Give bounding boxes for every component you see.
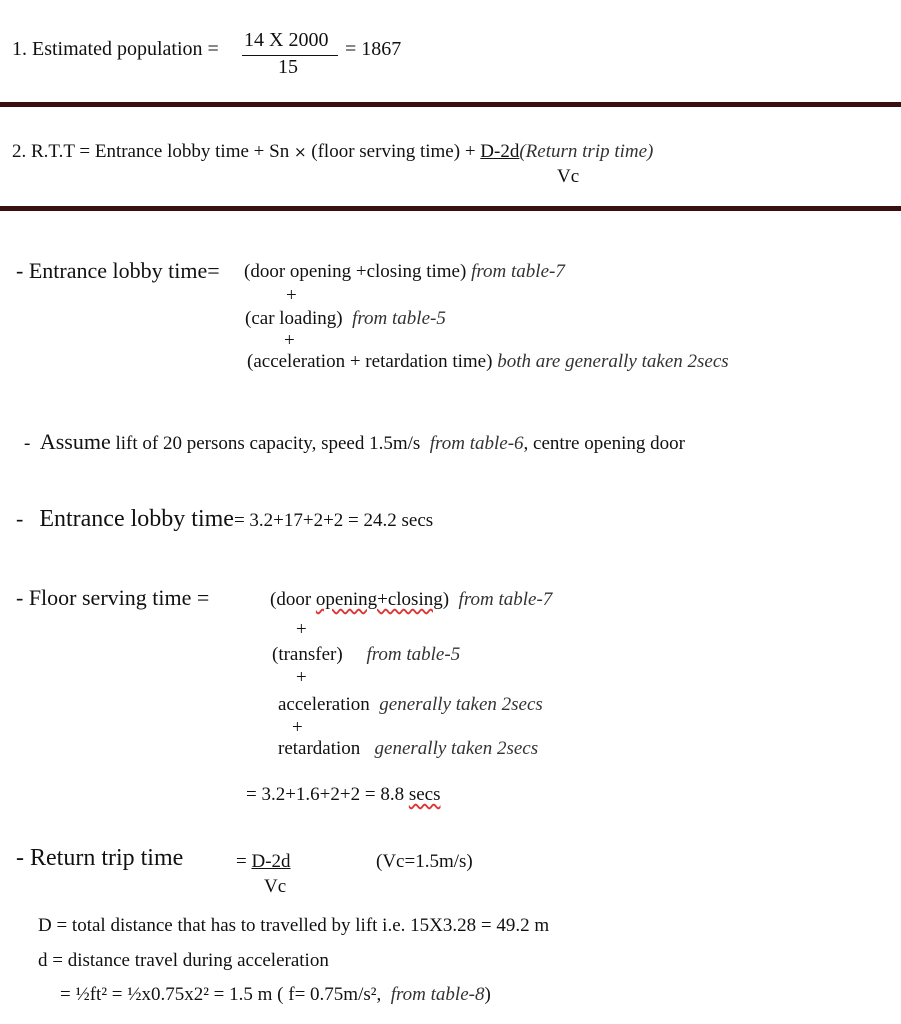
entrance-lobby-calc: - Entrance lobby time= 3.2+17+2+2 = 24.2 secs (16, 506, 434, 532)
entrance-row-1: (door opening +closing time) from table-7 (244, 261, 565, 282)
estimated-population-label: 1. Estimated population = (12, 38, 219, 60)
entrance-row-3: (acceleration + retardation time) both are generally taken 2secs (247, 351, 729, 372)
entrance-row-2: (car loading) from table-5 (245, 308, 446, 329)
floor-plus-1: + (296, 619, 307, 640)
acceleration-distance-line: d = distance travel during acceleration (38, 950, 329, 971)
floor-row-4: retardation generally taken 2secs (278, 738, 539, 759)
floor-row-1: (door opening+closing) from table-7 (270, 589, 553, 610)
floor-row-2: (transfer) from table-5 (272, 644, 461, 665)
assumption-line: - Assume lift of 20 persons capacity, speed 1.5m/s from table-6, centre opening door (24, 429, 685, 454)
floor-plus-2: + (296, 667, 307, 688)
section-divider-2 (0, 206, 901, 211)
floor-row-3: acceleration generally taken 2secs (278, 694, 543, 715)
entrance-plus-2: + (284, 330, 295, 351)
acceleration-formula-line: = ½ft² = ½x0.75x2² = 1.5 m ( f= 0.75m/s², from table-8) (60, 984, 491, 1005)
return-trip-equation: = D-2d (236, 851, 291, 872)
rtt-denominator: Vc (557, 166, 580, 187)
rtt-formula-prefix: 2. R.T.T = Entrance lobby time + Sn × (floor serving time) + D-2d(Return trip time) (12, 141, 654, 162)
velocity-note: (Vc=1.5m/s) (376, 851, 473, 872)
return-trip-label: - Return trip time (16, 845, 184, 871)
entrance-plus-1: + (286, 285, 297, 306)
return-trip-denominator: Vc (264, 876, 287, 897)
rtt-numerator: D-2d (480, 141, 520, 162)
total-distance-line: D = total distance that has to travelled by lift i.e. 15X3.28 = 49.2 m (38, 915, 550, 936)
population-result: = 1867 (345, 38, 402, 60)
population-denominator: 15 (278, 56, 298, 78)
section-divider-1 (0, 102, 901, 107)
floor-serving-calc: = 3.2+1.6+2+2 = 8.8 secs (246, 784, 441, 805)
floor-plus-3: + (292, 717, 303, 738)
floor-serving-label: - Floor serving time = (16, 585, 210, 610)
rtt-note: (Return trip time) (519, 141, 654, 162)
population-numerator: 14 X 2000 (244, 29, 329, 51)
entrance-lobby-label: - Entrance lobby time= (16, 258, 220, 283)
